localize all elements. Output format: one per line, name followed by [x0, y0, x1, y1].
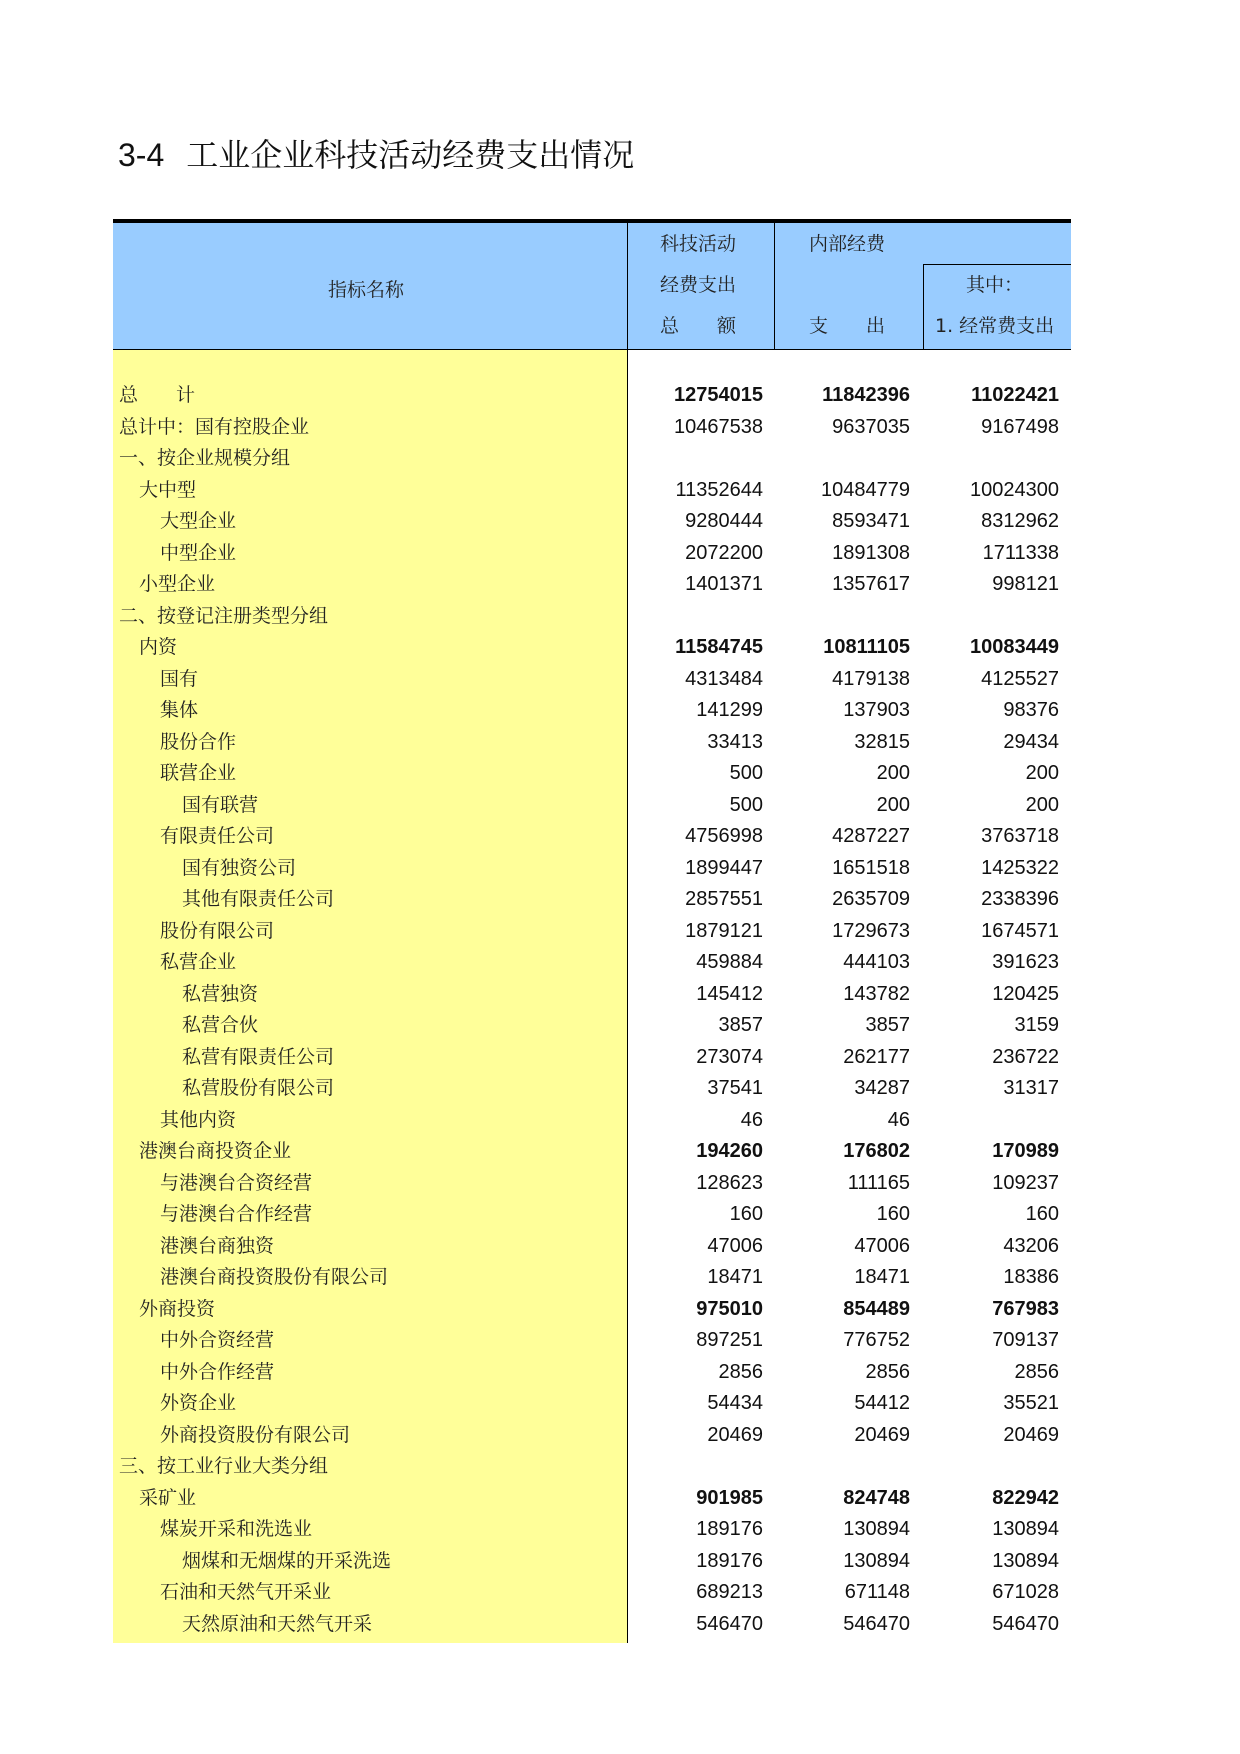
value-cell: 11584745	[675, 636, 763, 658]
value-cell: 2635709	[832, 888, 910, 910]
divider	[774, 223, 775, 349]
value-cell: 236722	[992, 1045, 1059, 1068]
table-row	[113, 884, 1071, 915]
row-label: 私营企业	[160, 951, 237, 973]
value-cell: 11022421	[971, 384, 1059, 406]
row-label: 国有独资公司	[182, 856, 297, 879]
value-cell: 43206	[1003, 1234, 1059, 1257]
header-col3: 1. 经常费支出	[935, 315, 1055, 337]
row-label: 股份有限公司	[160, 919, 275, 942]
table-number: 3-4	[118, 137, 165, 173]
table-row	[113, 569, 1071, 600]
value-cell: 33413	[707, 730, 763, 753]
value-cell: 901985	[696, 1486, 763, 1509]
value-cell: 130894	[843, 1549, 910, 1572]
row-label: 外资企业	[160, 1392, 237, 1414]
value-cell: 130894	[992, 1549, 1059, 1572]
row-label: 二、按登记注册类型分组	[119, 604, 329, 627]
value-cell: 18386	[1003, 1266, 1059, 1288]
value-cell: 170989	[992, 1140, 1059, 1162]
header-col2-top: 内部经费	[809, 233, 886, 255]
value-cell: 11352644	[675, 478, 763, 501]
value-cell: 262177	[843, 1045, 910, 1068]
row-label: 总计中：国有控股企业	[119, 415, 310, 438]
row-label: 联营企业	[160, 762, 237, 784]
row-label: 有限责任公司	[160, 825, 275, 847]
value-cell: 3857	[865, 1014, 910, 1036]
value-cell: 1674571	[981, 919, 1059, 942]
value-cell: 120425	[992, 982, 1059, 1005]
value-cell: 546470	[696, 1612, 763, 1635]
row-label: 大型企业	[160, 510, 237, 532]
value-cell: 822942	[992, 1486, 1059, 1509]
value-cell: 160	[876, 1203, 910, 1225]
value-cell: 2856	[865, 1360, 910, 1383]
row-label: 内资	[139, 636, 178, 658]
value-cell: 20469	[1003, 1423, 1059, 1446]
table-row	[113, 1388, 1071, 1419]
row-label: 其他有限责任公司	[182, 888, 335, 910]
value-cell: 3857	[718, 1014, 763, 1036]
value-cell: 128623	[696, 1171, 763, 1194]
value-cell: 46	[887, 1108, 910, 1131]
value-cell: 444103	[843, 951, 910, 973]
value-cell: 47006	[854, 1234, 910, 1257]
table-row	[113, 1514, 1071, 1545]
table-row	[113, 1325, 1071, 1356]
value-cell: 8312962	[981, 510, 1059, 532]
table-row	[113, 412, 1071, 443]
table-row	[113, 475, 1071, 506]
row-label: 私营合伙	[182, 1014, 259, 1036]
value-cell: 9637035	[832, 415, 910, 438]
table-row	[113, 1262, 1071, 1293]
row-label: 港澳台商投资企业	[139, 1140, 292, 1162]
row-label: 煤炭开采和洗选业	[160, 1518, 313, 1540]
value-cell: 4756998	[685, 825, 763, 847]
value-cell: 3159	[1014, 1014, 1059, 1036]
table-row	[113, 1577, 1071, 1608]
value-cell: 10484779	[821, 478, 910, 501]
value-cell: 1357617	[832, 573, 910, 595]
table-row	[113, 821, 1071, 852]
value-cell: 11842396	[822, 384, 910, 406]
value-cell: 10024300	[970, 478, 1059, 501]
value-cell: 897251	[696, 1329, 763, 1351]
value-cell: 10467538	[674, 415, 763, 438]
value-cell: 1425322	[981, 856, 1059, 879]
table-row	[113, 727, 1071, 758]
value-cell: 1899447	[685, 856, 763, 879]
row-label: 与港澳台合作经营	[160, 1203, 313, 1225]
value-cell: 31317	[1003, 1077, 1059, 1099]
value-cell: 29434	[1003, 730, 1059, 753]
table-row	[113, 1010, 1071, 1041]
value-cell: 4287227	[832, 825, 910, 847]
table-body	[113, 350, 1071, 1643]
table-row	[113, 1294, 1071, 1325]
row-label: 国有	[160, 667, 199, 690]
row-label: 其他内资	[160, 1108, 237, 1131]
value-cell: 459884	[696, 951, 763, 973]
value-cell: 200	[876, 762, 910, 784]
value-cell: 18471	[707, 1266, 763, 1288]
row-label: 石油和天然气开采业	[160, 1581, 332, 1603]
table-row	[113, 506, 1071, 537]
table-row	[113, 1420, 1071, 1451]
value-cell: 109237	[992, 1171, 1059, 1194]
table-row	[113, 538, 1071, 569]
row-label: 中外合作经营	[160, 1360, 275, 1383]
row-label: 总 计	[119, 384, 196, 406]
value-cell: 20469	[854, 1423, 910, 1446]
table-row	[113, 1168, 1071, 1199]
value-cell: 176802	[843, 1140, 910, 1162]
value-cell: 143782	[843, 982, 910, 1005]
value-cell: 54434	[707, 1392, 763, 1414]
value-cell: 130894	[992, 1518, 1059, 1540]
value-cell: 137903	[843, 699, 910, 721]
value-cell: 1651518	[832, 856, 910, 879]
value-cell: 2072200	[685, 541, 763, 564]
value-cell: 546470	[992, 1612, 1059, 1635]
value-cell: 709137	[992, 1329, 1059, 1351]
table-row	[113, 1136, 1071, 1167]
table-row	[113, 601, 1071, 632]
value-cell: 824748	[843, 1486, 910, 1509]
value-cell: 2338396	[981, 888, 1059, 910]
table-row	[113, 1231, 1071, 1262]
header-col1-line3: 总 额	[660, 315, 737, 337]
value-cell: 189176	[696, 1518, 763, 1540]
table-row	[113, 1357, 1071, 1388]
value-cell: 2856	[1014, 1360, 1059, 1383]
value-cell: 145412	[696, 982, 763, 1005]
value-cell: 2856	[718, 1360, 763, 1383]
value-cell: 200	[876, 793, 910, 816]
value-cell: 4125527	[981, 667, 1059, 690]
row-label: 中型企业	[160, 541, 237, 564]
row-label: 烟煤和无烟煤的开采洗选	[182, 1549, 392, 1572]
row-label: 小型企业	[139, 573, 216, 595]
value-cell: 1879121	[685, 919, 763, 942]
value-cell: 998121	[992, 573, 1059, 595]
value-cell: 32815	[854, 730, 910, 753]
header-col1-line1: 科技活动	[660, 233, 737, 255]
value-cell: 273074	[696, 1045, 763, 1068]
value-cell: 391623	[992, 951, 1059, 973]
table-row	[113, 443, 1071, 474]
value-cell: 12754015	[674, 384, 763, 406]
table-row	[113, 1451, 1071, 1482]
row-label: 采矿业	[139, 1486, 197, 1509]
value-cell: 776752	[843, 1329, 910, 1351]
value-cell: 689213	[696, 1581, 763, 1603]
value-cell: 500	[729, 762, 763, 784]
row-label: 港澳台商投资股份有限公司	[160, 1266, 389, 1288]
value-cell: 9167498	[981, 415, 1059, 438]
table-row	[113, 1105, 1071, 1136]
row-label: 国有联营	[182, 793, 259, 816]
table-row	[113, 758, 1071, 789]
value-cell: 20469	[707, 1423, 763, 1446]
row-label: 三、按工业行业大类分组	[119, 1455, 329, 1477]
value-cell: 854489	[843, 1297, 910, 1320]
table-row	[113, 380, 1071, 411]
value-cell: 1711338	[982, 541, 1059, 564]
table-row	[113, 947, 1071, 978]
value-cell: 111165	[847, 1171, 910, 1194]
value-cell: 37541	[707, 1077, 763, 1099]
value-cell: 200	[1025, 762, 1059, 784]
table-row	[113, 695, 1071, 726]
value-cell: 18471	[854, 1266, 910, 1288]
table-row	[113, 1199, 1071, 1230]
table-row	[113, 1609, 1071, 1640]
divider	[923, 264, 924, 349]
value-cell: 1729673	[832, 919, 910, 942]
row-label: 集体	[160, 699, 199, 721]
value-cell: 767983	[992, 1297, 1059, 1320]
value-cell: 160	[1025, 1203, 1059, 1225]
value-cell: 35521	[1003, 1392, 1059, 1414]
row-label: 与港澳台合资经营	[160, 1171, 313, 1194]
table-title: 工业企业科技活动经费支出情况	[186, 136, 635, 174]
value-cell: 98376	[1003, 699, 1059, 721]
value-cell: 1401371	[685, 573, 763, 595]
table-row	[113, 1546, 1071, 1577]
value-cell: 200	[1025, 793, 1059, 816]
value-cell: 10083449	[970, 636, 1059, 658]
value-cell: 671028	[992, 1581, 1059, 1603]
value-cell: 546470	[843, 1612, 910, 1635]
value-cell: 194260	[696, 1140, 763, 1162]
table-row	[113, 916, 1071, 947]
value-cell: 130894	[843, 1518, 910, 1540]
divider	[627, 223, 628, 349]
row-label: 外商投资股份有限公司	[160, 1423, 351, 1446]
row-label: 私营有限责任公司	[182, 1045, 335, 1068]
table-row	[113, 1073, 1071, 1104]
header-col1-line2: 经费支出	[660, 274, 737, 296]
value-cell: 500	[729, 793, 763, 816]
divider	[923, 264, 1071, 265]
row-label: 天然原油和天然气开采	[182, 1612, 373, 1635]
row-label: 中外合资经营	[160, 1329, 275, 1351]
row-label: 私营独资	[182, 982, 259, 1005]
page-title	[118, 130, 634, 176]
value-cell: 9280444	[685, 510, 763, 532]
value-cell: 189176	[696, 1549, 763, 1572]
row-label: 一、按企业规模分组	[119, 447, 291, 469]
table-row	[113, 1483, 1071, 1514]
value-cell: 34287	[854, 1077, 910, 1099]
header-indicator-name: 指标名称	[328, 279, 405, 301]
row-label: 私营股份有限公司	[182, 1077, 335, 1099]
header-col3-top: 其中：	[966, 274, 1024, 296]
value-cell: 4179138	[832, 667, 910, 690]
value-cell: 4313484	[685, 667, 763, 690]
value-cell: 2857551	[685, 888, 763, 910]
row-label: 大中型	[139, 478, 197, 501]
table-row	[113, 632, 1071, 663]
row-label: 外商投资	[139, 1297, 216, 1320]
value-cell: 141299	[696, 699, 763, 721]
value-cell: 54412	[854, 1392, 910, 1414]
value-cell: 8593471	[832, 510, 910, 532]
table-header	[113, 223, 1071, 350]
value-cell: 975010	[696, 1297, 763, 1320]
row-label: 股份合作	[160, 730, 237, 753]
table-row	[113, 979, 1071, 1010]
value-cell: 3763718	[981, 825, 1059, 847]
table-row	[113, 664, 1071, 695]
value-cell: 1891308	[832, 541, 910, 564]
value-cell: 10811105	[823, 636, 910, 658]
data-table	[113, 219, 1071, 1643]
table-row	[113, 790, 1071, 821]
value-cell: 47006	[707, 1234, 763, 1257]
value-cell: 671148	[844, 1581, 910, 1603]
row-label: 港澳台商独资	[160, 1234, 275, 1257]
table-row	[113, 1042, 1071, 1073]
header-col2: 支 出	[809, 315, 886, 337]
table-row	[113, 853, 1071, 884]
value-cell: 160	[729, 1203, 763, 1225]
value-cell: 46	[740, 1108, 763, 1131]
